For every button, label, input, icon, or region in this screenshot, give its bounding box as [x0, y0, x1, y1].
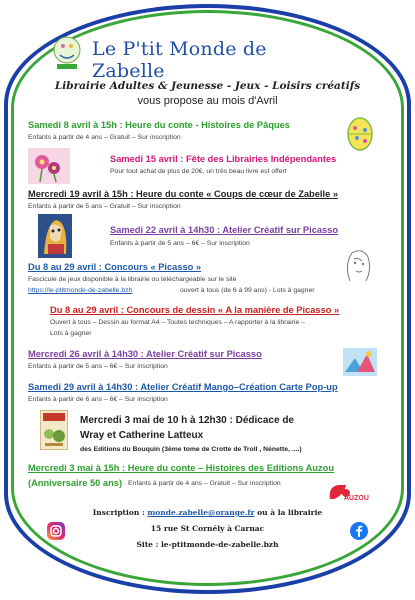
event-title: Samedi 8 avril à 15h : Heure du conte - Histoires de Pâques [28, 120, 290, 130]
event-details: Enfants à partir de 5 ans – 6€ – Sur inscription [28, 363, 168, 370]
event-details: Pour tout achat de plus de 20€, un très beau livre est offert [110, 168, 287, 175]
event-details: Ouvert à tous – Dessin au format A4 – Toutes techniques – A rapporter à la librairie – [50, 319, 305, 326]
flower-poster-icon [28, 148, 70, 189]
event-title: Du 8 au 29 avril : Concours de dessin « A la manière de Picasso » [50, 305, 340, 315]
instagram-icon[interactable] [47, 522, 65, 545]
event-title: Mercredi 26 avril à 14h30 : Atelier Créatif sur Picasso [28, 349, 262, 359]
event-title: Mercredi 3 mai à 15h : Heure du conte – Histoires des Editions Auzou [28, 463, 335, 473]
event-details: Enfants à partir de 6 ans – 6€ – Sur inscription [28, 396, 168, 403]
email-link[interactable]: monde.zabelle@orange.fr [147, 508, 255, 517]
event-title-line2: (Anniversaire 50 ans) [28, 478, 123, 488]
event-title: Samedi 29 avril à 14h30 : Atelier Créatif Mango–Création Carte Pop-up [28, 382, 338, 392]
event-title-line2: Wray et Catherine Latteux [80, 430, 204, 441]
popup-card-icon [343, 348, 377, 381]
website-link[interactable]: https://le-ptitmonde-de-zabelle.bzh [28, 287, 133, 294]
brand-title: Le P'tit Monde de Zabelle [92, 38, 267, 82]
event-title: Samedi 15 avril : Fête des Librairies Indépendantes [110, 154, 337, 164]
easter-egg-icon [345, 116, 375, 157]
event-title: Samedi 22 avril à 14h30 : Atelier Créatif sur Picasso [110, 225, 339, 235]
event-details: ouvert à tous (de 6 à 99 ans) - Lots à gagner [180, 287, 315, 294]
book-cover-icon [40, 410, 68, 455]
event-title: Mercredi 19 avril à 15h : Heure du conte « Coups de cœur de Zabelle » [28, 189, 338, 199]
contact-address: 15 rue St Cornély à Carnac [150, 524, 265, 533]
intro-text: vous propose au mois d'Avril [137, 95, 278, 107]
event-details: Enfants à partir de 5 ans – Gratuit – Sur inscription [28, 203, 181, 210]
event-details: Lots à gagner [50, 330, 92, 337]
event-details: Enfants à partir de 4 ans – Gratuit – Sur inscription [128, 480, 281, 487]
event-title: Mercredi 3 mai de 10 h à 12h30 : Dédicace de [80, 415, 294, 426]
auzou-logo-icon [326, 481, 370, 508]
facebook-icon[interactable] [350, 522, 368, 545]
picasso-sketch-icon [340, 245, 376, 290]
picasso-portrait-icon [38, 214, 72, 263]
contact-inscription: Inscription : monde.zabelle@orange.fr ou à la librairie [92, 508, 323, 517]
event-details: Enfants à partir de 4 ans – Gratuit – Sur inscription [28, 134, 181, 141]
event-details: Enfants à partir de 5 ans – 6€ – Sur inscription [110, 240, 250, 247]
shop-logo-icon [52, 33, 82, 71]
event-title: Du 8 au 29 avril : Concours « Picasso » [28, 262, 202, 272]
contact-site: Site : le-ptitmonde-de-zabelle.bzh [136, 540, 279, 549]
tagline: Librairie Adultes & Jeunesse - Jeux - Loisirs créatifs [54, 80, 361, 92]
svg-text:AUZOU: AUZOU [344, 495, 369, 502]
event-details: Fascicule de jeux disponible à la librairie ou téléchargeable sur le site [28, 276, 237, 283]
event-details: des Editions du Bouquin (3ème tome de Crotte de Troll , Nénette, ....) [80, 446, 302, 453]
